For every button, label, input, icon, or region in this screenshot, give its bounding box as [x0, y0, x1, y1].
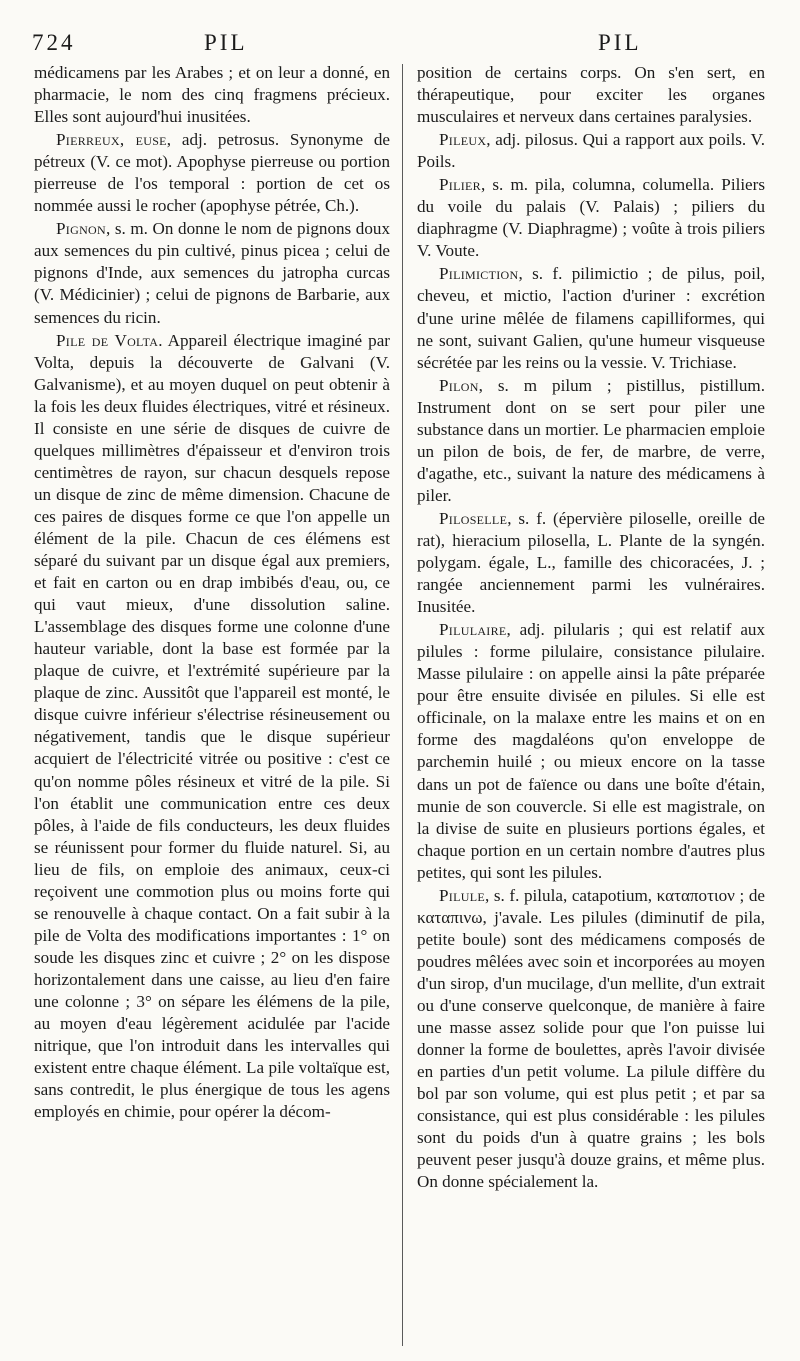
entry-body: . Appareil électrique imaginé par Volta, depuis la découverte de Galvani (V. Galvanisme), et au moyen duquel on peut obtenir à la fois les deux fluides électriques, vitré et résineux. Il consiste en une série de disques de cuivre de quelques millimètres d'épaisseur et d'environ trois centimètres de rayon, sur chacun desquels repose un disque de zinc de même dimension. Chacune de ces paires de disques forme ce que l'on appelle un élément de la pile. Chacun de ces élémens est séparé du suivant par un disque égal aux premiers, et fait en carton ou en drap imbibés d'eau, ou, ce qui vaut mieux, d'une dissolution saline. L'assemblage des disques forme une colonne d'une hauteur variable, dont la base est formée par la plaque de cuivre, et l'extrémité supérieure par la plaque de zinc. Aussitôt que l'appareil est monté, le disque cuivre inférieur s'électrise résineusement ou négativement, tandis que le disque supérieur acquiert de l'électricité vitrée ou positive : c'est ce qu'on nomme pôles résineux et vitré de la pile. Si l'on établit une communication entre ces deux pôles, à l'aide de fils conducteurs, les deux fluides se réunissent pour former du fluide naturel. Si, au lieu de fils, on emploie des animaux, ceux-ci reçoivent une commotion plus ou moins forte qui se renouvelle à chaque contact. On a fait subir à la pile de Volta des modifications importantes : 1° on soude les disques zinc et cuivre ; 2° on les dispose horizontalement dans une caisse, au lieu d'en faire une colonne ; 3° on sépare les élémens de la pile, au moyen d'eau légèrement acidulée par l'acide nitrique, que l'on introduit dans les intervalles qui existent entre chaque élément. La pile voltaïque est, sans contredit, le plus énergique de tous les agens employés en chimie, pour opérer la décom-: [34, 330, 390, 1122]
entry-headword: Pignon: [56, 219, 106, 239]
left-running-head: PIL: [204, 30, 248, 55]
column-divider: [402, 64, 403, 1346]
entry-pile-de-volta: [34, 330, 390, 1124]
entry-headword: Pilulaire: [439, 620, 507, 640]
entry-headword: Pilon: [439, 375, 479, 395]
entry-continuation: [34, 62, 390, 128]
entry-body: médicamens par les Arabes ; et on leur a donné, en pharmacie, le nom des cinq fragmens précieux. Elles sont aujourd'hui inusitées.: [34, 63, 390, 127]
entry-pilulaire: [417, 619, 765, 884]
right-running-head: PIL: [598, 30, 642, 55]
page-number: 724: [32, 30, 76, 55]
entry-headword: Pilimiction: [439, 264, 519, 284]
entry-body: , s. m pilum ; pistillus, pistillum. Instrument dont on se sert pour piler une substance dans un mortier. Le pharmacien emploie un pilon de bois, de fer, de marbre, de verre, d'agathe, etc., suivant la nature des médicamens à piler.: [417, 375, 765, 505]
entry-pilier: [417, 174, 765, 262]
entry-body: , adj. pilosus. Qui a rapport aux poils. V. Poils.: [417, 130, 765, 172]
entry-pilule: [417, 885, 765, 1194]
entry-headword: Pilule: [439, 885, 485, 905]
entry-piloselle: [417, 508, 765, 618]
entry-body: , s. m. On donne le nom de pignons doux aux semences du pin cultivé, pinus picea ; celui de pignons d'Inde, aux semences du jatropha curcas (V. Médicinier) ; celui de pignons de Barbarie, aux semences du ricin.: [34, 219, 390, 327]
entry-body: , adj. petrosus. Synonyme de pétreux (V. ce mot). Apophyse pierreuse ou portion pierreuse de l'os temporal : portion de cet os nommée aussi le rocher (apophyse pétrée, Ch.).: [34, 130, 391, 216]
entry-body: position de certains corps. On s'en sert, en thérapeutique, pour exciter les organes musculaires et nerveux dans certaines paralysies.: [417, 63, 765, 127]
entry-headword: Pierreux, euse: [56, 130, 167, 150]
right-column: [417, 62, 765, 1194]
entry-body: , s. f. pilula, catapotium, καταποτιον ; de καταπινω, j'avale. Les pilules (diminutif de pila, petite boule) sont des médicamens composés de poudres mêlées avec soin et incorporées au moyen d'un sirop, d'un mucilage, d'un mellite, d'un extrait ou d'une conserve quelconque, de manière à faire une masse assez solide pour que l'on puisse lui donner la forme de boulettes, après l'avoir divisée en parties d'un petit volume. La pilule diffère du bol par son volume, qui est plus petit ; et par sa consistance, qui est plus considérable : les pilules sont du poids d'un à quatre grains ; les bols peuvent peser jusqu'à douze grains, et même plus. On donne spécialement la.: [417, 885, 765, 1192]
entry-body: , s. m. pila, columna, columella. Piliers du voile du palais (V. Palais) ; piliers du diaphragme (V. Diaphragme) ; voûte à trois piliers V. Voute.: [417, 175, 765, 261]
entry-body: , s. f. pilimictio ; de pilus, poil, cheveu, et mictio, l'action d'uriner : excrétion d'une urine mêlée de filamens capilliformes, qui ne sont, suivant Galien, qu'une humeur visqueuse sécrétée par les reins ou la vessie. V. Trichiase.: [417, 264, 765, 372]
entry-headword: Pileux: [439, 130, 487, 150]
entry-pierreux: [34, 129, 390, 217]
entry-headword: Piloselle: [439, 508, 508, 528]
entry-headword: Pile de Volta: [56, 330, 159, 350]
entry-body: , adj. pilularis ; qui est relatif aux pilules : forme pilulaire, consistance pilulaire. Masse pilulaire : on appelle ainsi la pâte préparée pour être ensuite divisée en pilules. Si elle est officinale, on la malaxe entre les mains et on en forme des magdaléons qu'on enveloppe de parchemin huilé ; ou mieux encore on la tasse dans un pot de faïence ou dans une boîte d'étain, munie de son couvercle. Si elle est magistrale, on la divise de suite en plusieurs portions égales, et chaque portion en un certain nombre d'autres plus petites, qui sont les pilules.: [417, 620, 765, 882]
running-head: [32, 30, 766, 64]
entry-headword: Pilier: [439, 175, 481, 195]
entry-pilon: [417, 375, 765, 507]
entry-pignon: [34, 218, 390, 328]
entry-continuation: [417, 62, 765, 128]
entry-pilimiction: [417, 263, 765, 373]
entry-pileux: [417, 129, 765, 173]
entry-body: , s. f. (épervière piloselle, oreille de rat), hieracium pilosella, L. Plante de la syngén. polygam. égale, L., famille des chicoracées, J. ; rangée anciennement parmi les vulnéraires. Inusitée.: [417, 508, 765, 617]
left-column: [34, 62, 390, 1124]
